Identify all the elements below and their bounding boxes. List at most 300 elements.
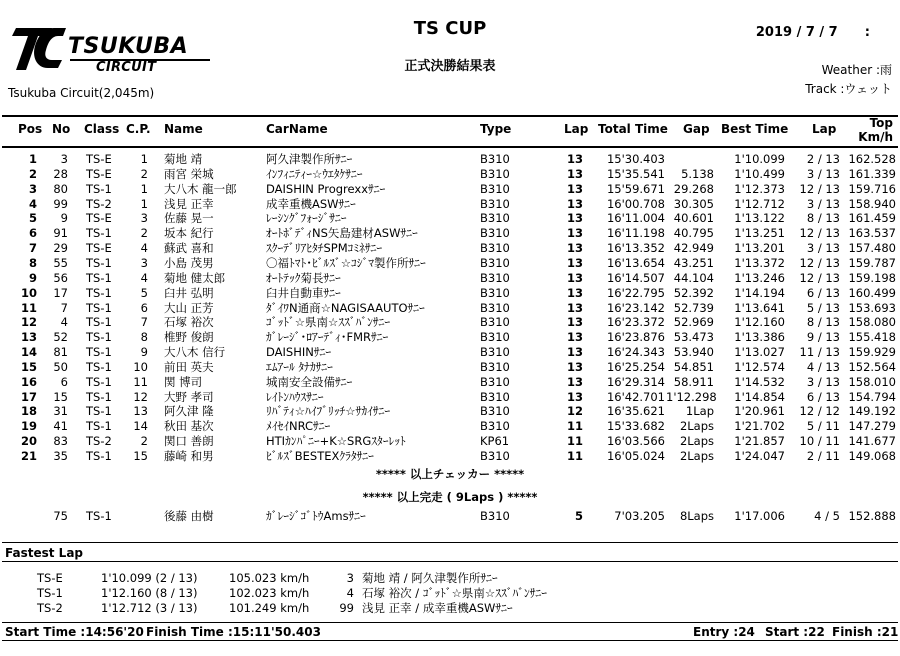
cell-top: 159.716 — [848, 181, 896, 196]
col-carname: CarName — [266, 122, 328, 136]
cell-type: B310 — [480, 404, 510, 419]
cell-cp: 13 — [133, 404, 148, 419]
cell-gap: 54.851 — [673, 359, 714, 374]
cell-lap: 5 — [574, 509, 583, 523]
cell-type: B310 — [480, 181, 510, 196]
cell-total: 15'35.541 — [606, 166, 665, 181]
cell-name: 浅見 正幸 — [164, 196, 214, 211]
cell-lap: 13 — [566, 389, 583, 404]
event-title: TS CUP — [413, 18, 487, 39]
cell-type: B310 — [480, 152, 510, 166]
cell-total: 16'11.198 — [606, 226, 665, 241]
cell-bl: 2 / 13 — [806, 152, 840, 166]
cell-car: ｲﾝﾌｨﾆﾃｨｰ☆ｳｴﾀｹｻﾆｰ — [266, 166, 363, 181]
fastest-cell-cls: TS-1 — [37, 586, 63, 600]
cell-no: 56 — [53, 270, 68, 285]
checker-note: ***** 以上チェッカー ***** — [375, 467, 525, 481]
cell-name: 前田 英夫 — [164, 359, 214, 374]
cell-bl: 5 / 11 — [806, 419, 840, 434]
cell-pos: 18 — [20, 404, 37, 419]
cell-bl: 9 / 13 — [806, 330, 840, 345]
cell-gap: 42.949 — [673, 241, 714, 256]
cell-total: 16'13.654 — [606, 255, 665, 270]
cell-name: 後藤 由樹 — [164, 509, 214, 523]
cell-car: 阿久津製作所ｻﾆｰ — [266, 152, 353, 166]
cell-type: B310 — [480, 211, 510, 226]
cell-pos: 2 — [28, 166, 37, 181]
cell-pos: 12 — [20, 315, 37, 330]
start-count: Start :22 — [765, 625, 825, 639]
fastest-cell-speed: 101.249 km/h — [229, 601, 310, 615]
cell-car: ﾘﾊﾞﾃｨ☆ﾊｲﾌﾞﾘｯﾁ☆ｻｶｲｻﾆｰ — [266, 404, 391, 419]
cell-type: B310 — [480, 285, 510, 300]
fastest-top-rule — [2, 542, 898, 543]
cell-no: 6 — [60, 374, 68, 389]
cell-cls: TS-1 — [86, 345, 112, 360]
cell-gap: 5.138 — [681, 166, 714, 181]
cell-cp: 2 — [140, 226, 148, 241]
cell-bl: 2 / 11 — [806, 449, 840, 463]
cell-best: 1'12.373 — [734, 181, 785, 196]
cell-lap: 11 — [566, 434, 583, 449]
cell-type: B310 — [480, 389, 510, 404]
cell-cp: 15 — [133, 449, 148, 463]
cell-cls: TS-E — [86, 211, 112, 226]
result-row-non-classified — [0, 510, 900, 522]
cell-cp: 8 — [140, 330, 148, 345]
cell-total: 16'13.352 — [606, 241, 665, 256]
cell-type: B310 — [480, 270, 510, 285]
cell-no: 7 — [60, 300, 68, 315]
cell-total: 16'14.507 — [606, 270, 665, 285]
cell-total: 7'03.205 — [614, 509, 665, 523]
cell-name: 大山 正芳 — [164, 300, 214, 315]
cell-total: 16'22.795 — [606, 285, 665, 300]
event-subtitle: 正式決勝結果表 — [404, 59, 496, 74]
col-top-line2: Km/h — [858, 130, 893, 144]
cell-pos: 7 — [28, 241, 37, 256]
cell-car: 城南安全設備ｻﾆｰ — [266, 374, 353, 389]
cell-total: 16'25.254 — [606, 359, 665, 374]
cell-cls: TS-1 — [86, 270, 112, 285]
cell-best: 1'13.386 — [734, 330, 785, 345]
cell-pos: 15 — [20, 359, 37, 374]
cell-type: B310 — [480, 374, 510, 389]
entry-count: Entry :24 — [693, 625, 755, 639]
cell-cp: 2 — [140, 166, 148, 181]
cell-bl: 12 / 13 — [799, 226, 840, 241]
cell-cp: 1 — [140, 196, 148, 211]
fastest-cell-who: 石塚 裕次 / ｺﾞｯﾄﾞ☆県南☆ｽｽﾞﾊﾞﾝｻﾆｰ — [362, 586, 547, 600]
cell-car: DAISHINｻﾆｰ — [266, 345, 332, 360]
cell-cls: TS-1 — [86, 330, 112, 345]
cell-total: 16'35.621 — [606, 404, 665, 419]
cell-cp: 4 — [140, 270, 148, 285]
cell-bl: 12 / 12 — [799, 404, 840, 419]
cell-top: 149.068 — [848, 449, 896, 463]
cell-gap: 58.911 — [673, 374, 714, 389]
col-top-speed — [858, 116, 893, 144]
cell-no: 50 — [53, 359, 68, 374]
cell-cp: 2 — [140, 434, 148, 449]
cell-bl: 5 / 13 — [806, 300, 840, 315]
logo-word: TSUKUBA — [68, 34, 189, 59]
cell-car: DAISHIN Progrexxｻﾆｰ — [266, 181, 386, 196]
cell-top: 158.080 — [848, 315, 896, 330]
cell-car: ｶﾞﾚｰｼﾞ･ﾛｱｰﾃﾞｨ･FMRｻﾆｰ — [266, 330, 389, 345]
cell-best: 1'13.201 — [734, 241, 785, 256]
cell-no: 4 — [60, 315, 68, 330]
cell-type: B310 — [480, 300, 510, 315]
col-gap: Gap — [683, 122, 710, 136]
cell-car: ｶﾞﾚｰｼﾞｺﾞﾄｳAmsｻﾆｰ — [266, 509, 366, 523]
col-total-time: Total Time — [598, 122, 668, 136]
fastest-cell-speed: 105.023 km/h — [229, 571, 310, 585]
cell-lap: 13 — [566, 374, 583, 389]
cell-gap: 43.251 — [673, 255, 714, 270]
cell-cp: 7 — [140, 315, 148, 330]
cell-car: ﾋﾞﾙｽﾞBESTEXｸﾗﾀｻﾆｰ — [266, 449, 374, 463]
cell-name: 関口 善朗 — [164, 434, 214, 449]
cell-best: 1'12.574 — [734, 359, 785, 374]
cell-cls: TS-E — [86, 166, 112, 181]
cell-pos: 8 — [28, 255, 37, 270]
cell-cls: TS-E — [86, 241, 112, 256]
cell-lap: 13 — [566, 255, 583, 270]
cell-name: 阿久津 隆 — [164, 404, 214, 419]
cell-cls: TS-1 — [86, 389, 112, 404]
cell-no: 17 — [53, 285, 68, 300]
cell-gap: 2Laps — [679, 419, 714, 434]
cell-name: 関 博司 — [164, 374, 203, 389]
finish-count: Finish :21 — [832, 625, 899, 639]
cell-lap: 13 — [566, 226, 583, 241]
cell-top: 154.794 — [848, 389, 896, 404]
col-name: Name — [164, 122, 203, 136]
cell-lap: 13 — [566, 330, 583, 345]
cell-car: ｴﾑｱｰﾙ ﾀﾅｶｻﾆｰ — [266, 359, 333, 374]
cell-cp: 14 — [133, 419, 148, 434]
cell-gap: 8Laps — [679, 509, 714, 523]
cell-best: 1'14.532 — [734, 374, 785, 389]
col-cp: C.P. — [126, 122, 151, 136]
cell-cp: 11 — [133, 374, 148, 389]
cell-pos: 6 — [28, 226, 37, 241]
cell-no: 99 — [53, 196, 68, 211]
circuit-name: Tsukuba Circuit(2,045m) — [8, 86, 155, 100]
fastest-cell-time: 1'12.160 (8 / 13) — [101, 586, 198, 600]
cell-total: 16'00.708 — [606, 196, 665, 211]
cell-cp: 12 — [133, 389, 148, 404]
cell-cls: TS-1 — [86, 255, 112, 270]
result-row — [0, 168, 900, 180]
cell-pos: 5 — [28, 211, 37, 226]
cell-bl: 12 / 13 — [799, 181, 840, 196]
footer-top-rule — [2, 622, 898, 623]
cell-best: 1'24.047 — [734, 449, 785, 463]
cell-lap: 13 — [566, 166, 583, 181]
cell-car: 臼井自動車ｻﾆｰ — [266, 285, 341, 300]
result-row — [0, 376, 900, 388]
cell-total: 16'23.876 — [606, 330, 665, 345]
cell-best: 1'21.857 — [734, 434, 785, 449]
cell-pos: 14 — [20, 345, 37, 360]
fastest-lap-title: Fastest Lap — [5, 546, 83, 560]
cell-top: 160.499 — [848, 285, 896, 300]
cell-best: 1'20.961 — [734, 404, 785, 419]
cell-car: 〇福ﾄﾏﾄ･ﾋﾞﾙｽﾞ☆ｺｼﾞﾏ製作所ｻﾆｰ — [266, 255, 426, 270]
cell-name: 藤崎 和男 — [164, 449, 214, 463]
col-best-time: Best Time — [721, 122, 789, 136]
cell-cp: 6 — [140, 300, 148, 315]
cell-top: 159.787 — [848, 255, 896, 270]
fastest-lap-row — [0, 587, 900, 599]
result-row — [0, 183, 900, 195]
cell-top: 141.677 — [848, 434, 896, 449]
cell-total: 15'30.403 — [606, 152, 665, 166]
cell-top: 161.339 — [848, 166, 896, 181]
cell-total: 16'23.372 — [606, 315, 665, 330]
result-row — [0, 316, 900, 328]
cell-cls: TS-E — [86, 152, 112, 166]
cell-total: 16'42.701 — [606, 389, 665, 404]
cell-gap: 53.940 — [673, 345, 714, 360]
cell-top: 157.480 — [848, 241, 896, 256]
cell-pos: 4 — [28, 196, 37, 211]
cell-pos: 17 — [20, 389, 37, 404]
result-row — [0, 287, 900, 299]
fastest-cell-time: 1'10.099 (2 / 13) — [101, 571, 198, 585]
result-row — [0, 435, 900, 447]
cell-cls: TS-1 — [86, 300, 112, 315]
cell-bl: 12 / 13 — [799, 270, 840, 285]
cell-type: B310 — [480, 359, 510, 374]
col-no: No — [52, 122, 71, 136]
cell-best: 1'12.160 — [734, 315, 785, 330]
cell-car: ﾀﾞｲﾜN通商☆NAGISAAUTOｻﾆｰ — [266, 300, 425, 315]
cell-best: 1'10.499 — [734, 166, 785, 181]
result-row — [0, 361, 900, 373]
cell-pos: 11 — [20, 300, 37, 315]
cell-top: 161.459 — [848, 211, 896, 226]
cell-car: ﾒｲｾｲNRCｻﾆｰ — [266, 419, 331, 434]
cell-gap: 52.739 — [673, 300, 714, 315]
cell-total: 15'33.682 — [606, 419, 665, 434]
cell-car: ﾚｰｼﾝｸﾞﾌｫｰｼﾞｻﾆｰ — [266, 211, 347, 226]
cell-bl: 4 / 13 — [806, 359, 840, 374]
cell-name: 菊地 靖 — [164, 152, 203, 166]
fastest-cell-speed: 102.023 km/h — [229, 586, 310, 600]
cell-gap: 1Lap — [685, 404, 714, 419]
cell-name: 大野 孝司 — [164, 389, 214, 404]
result-row — [0, 302, 900, 314]
cell-best: 1'13.641 — [734, 300, 785, 315]
cell-cp: 1 — [140, 181, 148, 196]
cell-lap: 11 — [566, 449, 583, 463]
cell-car: 成幸重機ASWｻﾆｰ — [266, 196, 356, 211]
cell-no: 80 — [53, 181, 68, 196]
cell-cp: 5 — [140, 285, 148, 300]
cell-best: 1'13.246 — [734, 270, 785, 285]
cell-lap: 13 — [566, 152, 583, 166]
cell-car: ｵｰﾄﾎﾞﾃﾞｨNS矢島建材ASWｻﾆｰ — [266, 226, 418, 241]
cell-bl: 3 / 13 — [806, 166, 840, 181]
fastest-cell-no: 3 — [346, 571, 354, 585]
cell-name: 坂本 紀行 — [164, 226, 214, 241]
cell-top: 147.279 — [848, 419, 896, 434]
cell-lap: 11 — [566, 419, 583, 434]
cell-type: B310 — [480, 315, 510, 330]
cell-type: B310 — [480, 226, 510, 241]
cell-name: 菊地 健太郎 — [164, 270, 226, 285]
cell-name: 石塚 裕次 — [164, 315, 214, 330]
result-row — [0, 153, 900, 165]
cell-top: 162.528 — [848, 152, 896, 166]
cell-top: 149.192 — [848, 404, 896, 419]
cell-lap: 13 — [566, 359, 583, 374]
cell-lap: 13 — [566, 196, 583, 211]
cell-pos: 3 — [28, 181, 37, 196]
cell-bl: 10 / 11 — [799, 434, 840, 449]
result-row — [0, 405, 900, 417]
cell-gap: 2Laps — [679, 449, 714, 463]
cell-gap: 52.392 — [673, 285, 714, 300]
cell-cls: TS-1 — [86, 374, 112, 389]
cell-top: 153.693 — [848, 300, 896, 315]
cell-bl: 12 / 13 — [799, 255, 840, 270]
cell-car: HTIｶﾝﾊﾟﾆｰ+K☆SRGｽﾀｰﾚｯﾄ — [266, 434, 406, 449]
cell-no: 41 — [53, 419, 68, 434]
cell-total: 16'23.142 — [606, 300, 665, 315]
cell-car: ｽｸｰﾃﾞﾘｱﾋﾀﾁSPMｺﾐﾈｻﾆｰ — [266, 241, 383, 256]
cell-cls: TS-1 — [86, 226, 112, 241]
cell-cls: TS-2 — [86, 196, 112, 211]
cell-lap: 13 — [566, 285, 583, 300]
cell-total: 15'59.671 — [606, 181, 665, 196]
cell-cp: 3 — [140, 255, 148, 270]
cell-name: 蘇武 喜和 — [164, 241, 214, 256]
cell-cls: TS-1 — [86, 359, 112, 374]
cell-name: 小島 茂男 — [164, 255, 214, 270]
cell-no: 3 — [60, 152, 68, 166]
cell-type: B310 — [480, 330, 510, 345]
cell-type: KP61 — [480, 434, 510, 449]
cell-bl: 3 / 13 — [806, 374, 840, 389]
cell-top: 159.198 — [848, 270, 896, 285]
cell-type: B310 — [480, 449, 510, 463]
col-class: Class — [84, 122, 120, 136]
finish-time: Finish Time :15:11'50.403 — [146, 625, 321, 639]
header-bottom-rule — [2, 146, 898, 148]
cell-top: 158.940 — [848, 196, 896, 211]
logo-sub: CIRCUIT — [96, 60, 157, 75]
cell-no: 29 — [53, 241, 68, 256]
cell-best: 1'10.099 — [734, 152, 785, 166]
cell-type: B310 — [480, 255, 510, 270]
fastest-cell-no: 4 — [346, 586, 354, 600]
cell-bl: 3 / 13 — [806, 196, 840, 211]
cell-top: 152.888 — [848, 509, 896, 523]
cell-cls: TS-1 — [86, 404, 112, 419]
result-row — [0, 346, 900, 358]
cell-cls: TS-1 — [86, 285, 112, 300]
cell-type: B310 — [480, 345, 510, 360]
result-row — [0, 420, 900, 432]
cell-lap: 12 — [566, 404, 583, 419]
cell-cls: TS-1 — [86, 449, 112, 463]
track-condition: Track :ウェット — [805, 82, 892, 96]
cell-lap: 13 — [566, 181, 583, 196]
cell-name: 椎野 俊朗 — [164, 330, 214, 345]
cell-pos: 21 — [20, 449, 37, 463]
cell-cls: TS-1 — [86, 315, 112, 330]
cell-total: 16'05.024 — [606, 449, 665, 463]
cell-no: 55 — [53, 255, 68, 270]
cell-best: 1'13.372 — [734, 255, 785, 270]
cell-best: 1'14.194 — [734, 285, 785, 300]
cell-gap: 2Laps — [679, 434, 714, 449]
cell-no: 91 — [53, 226, 68, 241]
result-row — [0, 198, 900, 210]
cell-best: 1'17.006 — [734, 509, 785, 523]
cell-name: 雨宮 栄城 — [164, 166, 214, 181]
col-top-line1: Top — [869, 116, 893, 130]
cell-name: 秋田 基次 — [164, 419, 214, 434]
weather: Weather :雨 — [821, 63, 892, 77]
cell-bl: 4 / 5 — [814, 509, 840, 523]
cell-cls: TS-1 — [86, 509, 112, 523]
col-best-lap: Lap — [812, 122, 837, 136]
fastest-cell-cls: TS-E — [37, 571, 63, 585]
cell-pos: 16 — [20, 374, 37, 389]
cell-lap: 13 — [566, 211, 583, 226]
cell-name: 大八木 信行 — [164, 345, 226, 360]
fastest-lap-row — [0, 572, 900, 584]
cell-gap: 30.305 — [673, 196, 714, 211]
header-top-rule — [2, 115, 898, 117]
col-pos: Pos — [18, 122, 43, 136]
fastest-bottom-rule — [2, 561, 898, 562]
cell-total: 16'11.004 — [606, 211, 665, 226]
cell-bl: 6 / 13 — [806, 389, 840, 404]
cell-cls: TS-2 — [86, 434, 112, 449]
cell-lap: 13 — [566, 241, 583, 256]
date-time-separator: : — [864, 25, 870, 40]
cell-no: 9 — [60, 211, 68, 226]
cell-type: B310 — [480, 166, 510, 181]
cell-top: 158.010 — [848, 374, 896, 389]
finish-note: ***** 以上完走 ( 9Laps ) ***** — [362, 490, 538, 504]
cell-no: 28 — [53, 166, 68, 181]
cell-best: 1'12.712 — [734, 196, 785, 211]
fastest-lap-row — [0, 602, 900, 614]
cell-no: 75 — [53, 509, 68, 523]
cell-name: 臼井 弘明 — [164, 285, 214, 300]
cell-top: 163.537 — [848, 226, 896, 241]
cell-gap: 52.969 — [673, 315, 714, 330]
cell-no: 31 — [53, 404, 68, 419]
cell-name: 佐藤 晃一 — [164, 211, 214, 226]
cell-top: 155.418 — [848, 330, 896, 345]
date-value: 2019 / 7 / 7 — [755, 25, 838, 40]
cell-no: 52 — [53, 330, 68, 345]
cell-best: 1'14.854 — [734, 389, 785, 404]
race-date — [756, 25, 870, 40]
cell-pos: 13 — [20, 330, 37, 345]
cell-no: 81 — [53, 345, 68, 360]
cell-gap: 53.473 — [673, 330, 714, 345]
cell-pos: 19 — [20, 419, 37, 434]
